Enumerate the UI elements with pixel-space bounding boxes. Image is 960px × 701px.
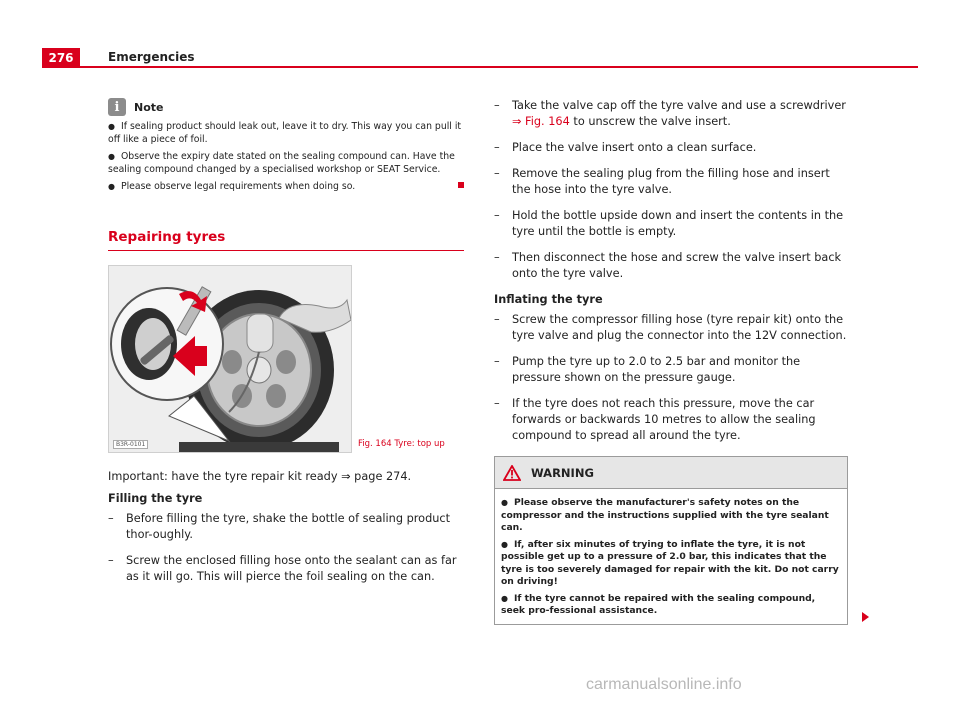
note-text: Please observe legal requirements when doing so. xyxy=(120,181,356,192)
list-item xyxy=(494,208,850,240)
watermark: carmanualsonline.info xyxy=(586,676,742,693)
note-header xyxy=(108,98,464,116)
intro-text: Important: have the tyre repair kit ready xyxy=(108,470,342,483)
dash: – xyxy=(108,512,114,525)
list-item xyxy=(494,354,850,386)
intro-paragraph xyxy=(108,469,464,485)
dash: – xyxy=(108,554,114,567)
dash: – xyxy=(494,313,500,326)
header-rule xyxy=(80,66,918,68)
list-item xyxy=(108,553,464,585)
bullet: ● xyxy=(108,182,115,191)
bullet: ● xyxy=(108,152,115,161)
list-item xyxy=(494,98,850,130)
tyre-illustration-svg xyxy=(109,266,351,452)
bullet: ● xyxy=(501,593,508,603)
step-text: Screw the enclosed filling hose onto the sealant can as far as it will go. This will pierce the foil sealing on the can. xyxy=(126,554,457,583)
warning-text: Please observe the manufacturer's safety notes on the compressor and the instructions supplied with the tyre sealant can. xyxy=(501,497,829,533)
note-text: If sealing product should leak out, leave it to dry. This way you can pull it off like a piece of foil. xyxy=(108,121,462,145)
dash: – xyxy=(494,141,500,154)
warning-item xyxy=(501,539,841,589)
step-text: Pump the tyre up to 2.0 to 2.5 bar and monitor the pressure shown on the pressure gauge. xyxy=(512,355,801,384)
warning-item xyxy=(501,593,841,618)
bullet: ● xyxy=(501,498,508,507)
info-icon: i xyxy=(108,98,126,116)
step-text: Screw the compressor filling hose (tyre repair kit) onto the tyre valve and plug the connector into the 12V connection. xyxy=(512,313,847,342)
left-column xyxy=(108,98,464,585)
figure-link[interactable]: ⇒ Fig. 164 xyxy=(512,115,570,128)
step-text xyxy=(512,98,850,130)
list-item xyxy=(494,140,850,156)
warning-box xyxy=(494,456,848,625)
list-item xyxy=(494,250,850,282)
note-item xyxy=(108,150,464,176)
warning-text: If, after six minutes of trying to inflate the tyre, it is not possible get up to a pressure of 2.0 bar, this indicates that the tyre is too severely damaged for repair with the kit. Do not carry on driving! xyxy=(501,538,839,587)
dash: – xyxy=(494,209,500,222)
note-item xyxy=(108,180,464,193)
right-column xyxy=(494,98,850,625)
note-text: Observe the expiry date stated on the sealing compound can. Have the sealing compound changed by a specialised workshop or SEAT Service. xyxy=(108,151,455,175)
step-text-part: to unscrew the valve insert. xyxy=(569,115,731,128)
note-block xyxy=(108,98,464,193)
dash: – xyxy=(494,99,500,112)
subheading-filling: Filling the tyre xyxy=(108,492,203,505)
continue-arrow-icon xyxy=(862,612,869,622)
list-item xyxy=(494,312,850,344)
warning-body xyxy=(495,489,847,624)
section-end-mark xyxy=(458,182,464,188)
dash: – xyxy=(494,397,500,410)
page-number: 276 xyxy=(42,48,80,68)
note-label: Note xyxy=(134,100,164,114)
list-item xyxy=(494,396,850,444)
bullet: ● xyxy=(501,539,508,549)
step-text: If the tyre does not reach this pressure, move the car forwards or backwards 10 metres to allow the sealing compound to spread all around the tyre. xyxy=(512,397,816,442)
dash: – xyxy=(494,167,500,180)
step-text: Before filling the tyre, shake the bottle of sealing product thor-oughly. xyxy=(126,512,451,541)
page-link[interactable]: ⇒ page 274. xyxy=(341,470,412,483)
list-item xyxy=(108,511,464,543)
warning-item xyxy=(501,497,841,535)
section-heading: Repairing tyres xyxy=(108,229,464,251)
tyre-illustration xyxy=(108,265,352,453)
warning-title: WARNING xyxy=(531,465,594,480)
figure-code: B3R-0101 xyxy=(113,440,148,449)
list-item xyxy=(494,166,850,198)
step-text: Hold the bottle upside down and insert the contents in the tyre until the bottle is empty. xyxy=(512,209,844,238)
figure xyxy=(108,265,464,455)
step-text-part: Take the valve cap off the tyre valve and use a screwdriver xyxy=(512,99,846,112)
figure-caption: Fig. 164 Tyre: top up xyxy=(358,439,445,449)
warning-text: If the tyre cannot be repaired with the sealing compound, seek pro-fessional assistance. xyxy=(501,592,816,616)
warning-header xyxy=(495,457,847,489)
chapter-title: Emergencies xyxy=(108,50,195,64)
dash: – xyxy=(494,251,500,264)
bullet: ● xyxy=(108,122,115,131)
step-text: Remove the sealing plug from the filling hose and insert the hose into the tyre valve. xyxy=(512,167,830,196)
note-item xyxy=(108,120,464,146)
step-text: Then disconnect the hose and screw the valve insert back onto the tyre valve. xyxy=(512,251,842,280)
warning-triangle-icon xyxy=(503,465,521,481)
step-text: Place the valve insert onto a clean surface. xyxy=(512,141,757,154)
dash: – xyxy=(494,355,500,368)
left-body xyxy=(108,469,464,585)
subheading-inflating: Inflating the tyre xyxy=(494,293,603,306)
